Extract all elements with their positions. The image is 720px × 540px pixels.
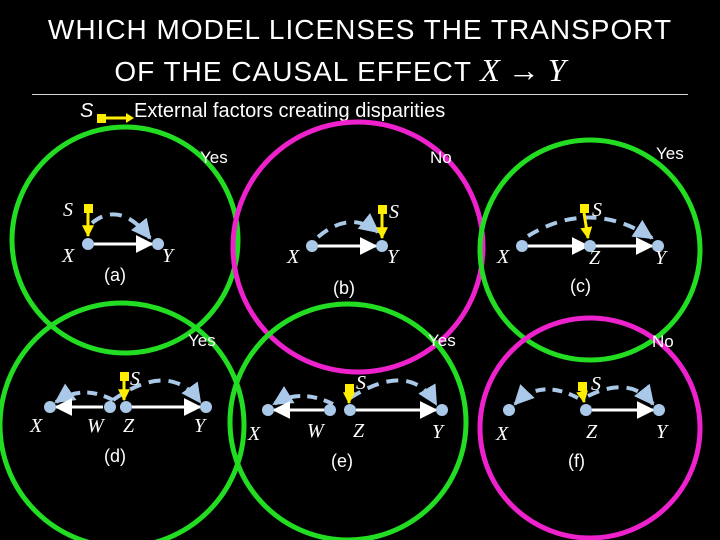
model-b-x-label: X: [287, 246, 300, 268]
model-f-s-node: [578, 382, 587, 391]
model-e: [230, 304, 466, 540]
model-e-answer: Yes: [428, 331, 456, 350]
model-e-y-node: [436, 404, 448, 416]
model-e-x-label: X: [248, 423, 261, 445]
model-d-s-label: S: [130, 368, 140, 390]
model-d-caption: (d): [104, 446, 126, 466]
model-a-answer: Yes: [200, 148, 228, 167]
model-e-x-node: [262, 404, 274, 416]
model-f-caption: (f): [568, 451, 585, 471]
model-f: [480, 318, 700, 538]
model-f-s-label: S: [591, 373, 601, 395]
model-d-w-node: [104, 401, 116, 413]
model-d-w-label: W: [87, 415, 104, 437]
model-e-s-node: [345, 384, 354, 393]
model-a-x-label: X: [62, 245, 75, 267]
model-f-y-label: Y: [656, 421, 668, 443]
model-c-s-node: [580, 204, 589, 213]
model-d-answer: Yes: [188, 331, 216, 350]
legend-text: External factors creating disparities: [134, 100, 446, 122]
model-c-x-node: [516, 240, 528, 252]
model-e-caption: (e): [331, 451, 353, 471]
model-a-y-label: Y: [162, 245, 174, 267]
model-e-s-label: S: [356, 372, 366, 394]
model-e-z-label: Z: [353, 420, 365, 442]
model-c-caption: (c): [570, 276, 591, 296]
model-c-z-label: Z: [589, 247, 601, 269]
slide-title-text: OF THE CAUSAL EFFECT: [114, 56, 472, 87]
model-a-s-label: S: [63, 199, 73, 221]
model-b-caption: (b): [333, 278, 355, 298]
model-d: [0, 303, 244, 540]
model-f-z-node: [580, 404, 592, 416]
model-e-y-label: Y: [432, 421, 444, 443]
causal-effect-label: X → Y: [480, 52, 566, 88]
model-d-x-label: X: [30, 415, 43, 437]
model-d-z-node: [120, 401, 132, 413]
model-b-y-label: Y: [387, 246, 399, 268]
model-a-x-node: [82, 238, 94, 250]
legend-symbol: S: [80, 100, 94, 122]
model-f-x-node: [503, 404, 515, 416]
model-e-w-node: [324, 404, 336, 416]
model-b-s-node: [378, 205, 387, 214]
model-d-x-node: [44, 401, 56, 413]
model-b-x-node: [306, 240, 318, 252]
slide-title-line1: WHICH MODEL LICENSES THE TRANSPORT: [47, 14, 673, 45]
model-c: [480, 140, 700, 360]
model-f-answer: No: [652, 332, 674, 351]
model-a: [12, 127, 238, 353]
model-b-s-label: S: [389, 201, 399, 223]
model-f-z-label: Z: [586, 421, 598, 443]
model-d-y-node: [200, 401, 212, 413]
model-d-s-node: [120, 372, 129, 381]
model-e-z-node: [344, 404, 356, 416]
model-e-w-label: W: [307, 420, 324, 442]
model-c-y-label: Y: [655, 247, 667, 269]
model-d-z-label: Z: [123, 415, 135, 437]
model-c-answer: Yes: [656, 144, 684, 163]
model-a-caption: (a): [104, 265, 126, 285]
model-b-answer: No: [430, 148, 452, 167]
model-a-s-node: [84, 204, 93, 213]
model-f-x-label: X: [496, 423, 509, 445]
model-c-x-label: X: [497, 246, 510, 268]
model-c-s-label: S: [592, 199, 602, 221]
model-f-y-node: [653, 404, 665, 416]
model-d-y-label: Y: [194, 415, 206, 437]
